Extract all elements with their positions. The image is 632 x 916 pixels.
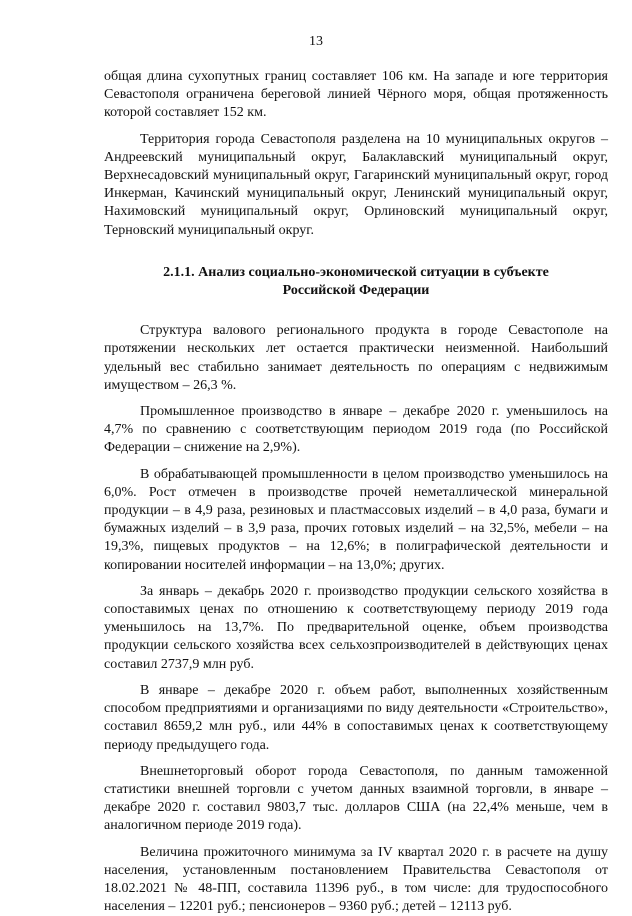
section-heading-line-2: Российской Федерации: [282, 283, 430, 299]
paragraph-construction: В январе – декабре 2020 г. объем работ, выполненных хозяйственным способом предприятиями и организациями по виду деятельности «Строительство», составил 8659,2 млн руб., или 44% в сопоставимых ценах к соответствующему периоду предыдущего года.: [104, 682, 608, 753]
section-heading: [104, 264, 608, 300]
document-body: [104, 68, 608, 916]
paragraph-living-wage: Величина прожиточного минимума за IV квартал 2020 г. в расчете на душу населения, установленным постановлением Правительства Севастополя от 18.02.2021 № 48-ПП, составила 11396 руб., в том числе: для трудоспособного населения – 12201 руб.; пенсионеров – 9360 руб.; детей – 12113 руб.: [104, 844, 608, 915]
paragraph-industrial-production: Промышленное производство в январе – декабре 2020 г. уменьшилось на 4,7% по сравнению с соответствующим периодом 2019 года (по Российской Федерации – снижение на 2,9%).: [104, 404, 608, 456]
paragraph-agriculture: За январь – декабрь 2020 г. производство продукции сельского хозяйства в сопоставимых ценах по отношению к соответствующему периоду 2019 года уменьшилось на 13,7%. По предварительной оценке, объем производства продукции сельского хозяйства всех сельхозпроизводителей в действующих ценах составил 2737,9 млн руб.: [104, 583, 608, 672]
paragraph-districts: Территория города Севастополя разделена на 10 муниципальных округов – Андреевский муниципальный округ, Балаклавский муниципальный округ, Верхнесадовский муниципальный округ, Гагаринский муниципальный округ, город Инкерман, Качинский муниципальный округ, Ленинский муниципальный округ, Нахимовский муниципальный округ, Орлиновский муниципальный округ, Терновский муниципальный округ.: [104, 131, 608, 238]
paragraph-manufacturing: В обрабатывающей промышленности в целом производство уменьшилось на 6,0%. Рост отмечен в производстве прочей неметаллической минеральной продукции – в 4,9 раза, резиновых и пластмассовых изделий – в 4,0 раза, бумаги и бумажных изделий – в 3,9 раза, прочих готовых изделий – на 32,5%, мебели – на 19,3%, пищевых продуктов – на 12,6%; в полиграфической деятельности и копировании носителей информации – на 13,0%; других.: [104, 466, 608, 573]
paragraph-borders: общая длина сухопутных границ составляет 106 км. На западе и юге территория Севастополя ограничена береговой линией Чёрного моря, общая протяженность которой составляет 152 км.: [104, 69, 608, 121]
section-heading-line-1: 2.1.1. Анализ социально-экономической ситуации в субъекте: [163, 264, 549, 280]
paragraph-foreign-trade: Внешнеторговый оборот города Севастополя, по данным таможенной статистики внешней торговли с учетом данных взаимной торговли, в январе – декабре 2020 г. составил 9803,7 тыс. долларов США (на 22,4% меньше, чем в аналогичном периоде 2019 года).: [104, 763, 608, 834]
page-number: 13: [309, 34, 323, 49]
paragraph-grp-structure: Структура валового регионального продукта в городе Севастополе на протяжении нескольких лет остается практически неизменной. Наибольший удельный вес стабильно занимает деятельность по операциям с недвижимым имуществом – 26,3 %.: [104, 323, 608, 393]
